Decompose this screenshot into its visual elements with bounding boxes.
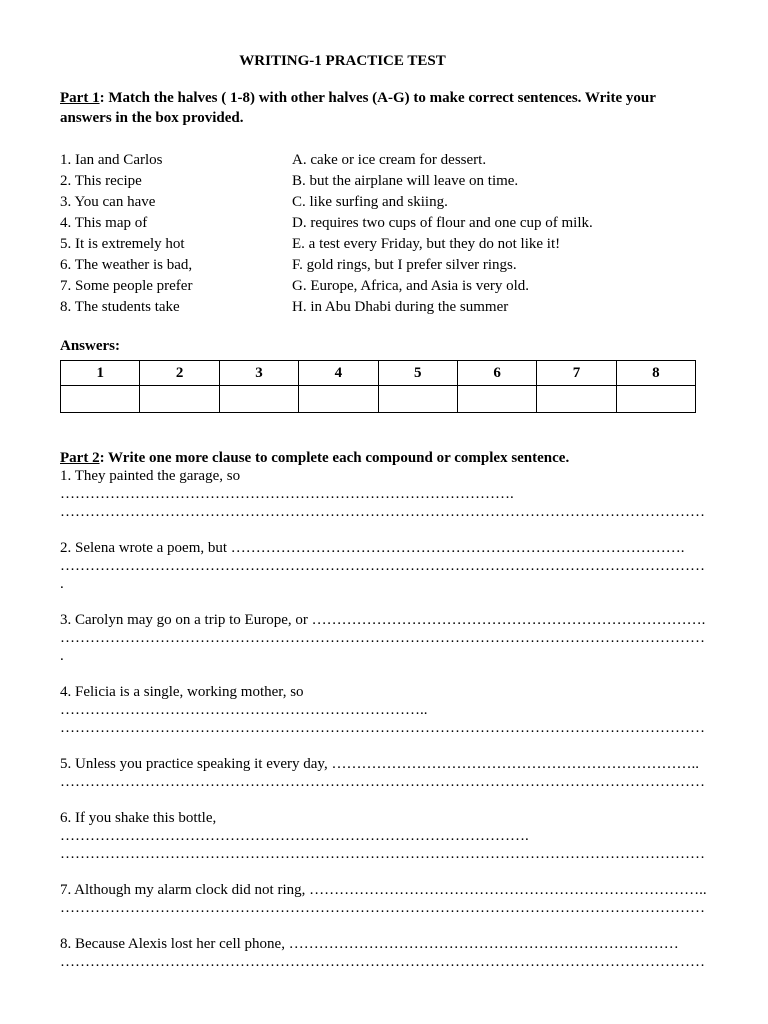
answer-line[interactable]: ………………………………………………………………………………………………………………… [60, 504, 705, 520]
answer-line[interactable]: ………………………………………………………………………………………………………………… [60, 774, 705, 790]
sentence-start: 2. This recipe [60, 173, 142, 189]
answer-header-cell: 6 [457, 361, 536, 386]
part2-instruction [60, 449, 720, 467]
match-row [60, 276, 700, 297]
answer-table [60, 360, 696, 413]
answer-line[interactable]: ………………………………………………………………………………………………………………… [60, 846, 705, 862]
answer-line[interactable]: …………………………………………………………………………………. [60, 828, 529, 844]
answer-input-cell[interactable] [616, 386, 695, 413]
sentence-prompt: 7. Although my alarm clock did not ring, …………………………………………………………………….. [60, 882, 707, 898]
answers-label: Answers: [60, 338, 120, 354]
sentence-end: C. like surfing and skiing. [292, 194, 448, 210]
answer-header-cell: 7 [537, 361, 616, 386]
sentence-end: G. Europe, Africa, and Asia is very old. [292, 278, 530, 294]
answer-header-cell: 2 [140, 361, 219, 386]
answer-input-cell[interactable] [299, 386, 378, 413]
sentence-item [60, 881, 720, 917]
sentence-end: F. gold rings, but I prefer silver rings. [292, 257, 517, 273]
sentence-prompt: 3. Carolyn may go on a trip to Europe, or ……………………………………………………………………. [60, 612, 706, 628]
sentence-prompt: 5. Unless you practice speaking it every day, ……………………………………………………………….. [60, 756, 699, 772]
match-row [60, 255, 700, 276]
answer-line[interactable]: ………………………………………………………………………………………………………………… [60, 720, 705, 736]
matching-list [60, 150, 700, 318]
part2-label: Part 2 [60, 450, 100, 466]
sentence-item [60, 467, 720, 521]
match-row [60, 234, 700, 255]
answer-line[interactable]: ………………………………………………………………………………………………………………… [60, 558, 705, 574]
part1-instruction-text: : Match the halves ( 1-8) with other halves (A-G) to make correct sentences. Write your answers in the box provided. [60, 90, 656, 126]
sentence-prompt: 1. They painted the garage, so [60, 468, 241, 484]
page-title: WRITING-1 PRACTICE TEST [239, 53, 446, 69]
answer-line[interactable]: ………………………………………………………………………………………………………………… [60, 954, 705, 970]
answer-input-cell[interactable] [219, 386, 298, 413]
answer-input-cell[interactable] [537, 386, 616, 413]
answer-header-cell: 3 [219, 361, 298, 386]
answer-input-cell[interactable] [457, 386, 536, 413]
part2-section [60, 449, 720, 971]
answer-header-cell: 5 [378, 361, 457, 386]
match-row [60, 192, 700, 213]
answer-line[interactable]: . [60, 576, 64, 592]
match-row [60, 297, 700, 318]
sentence-item [60, 611, 720, 665]
sentence-start: 1. Ian and Carlos [60, 152, 163, 168]
sentence-start: 3. You can have [60, 194, 156, 210]
sentence-start: 4. This map of [60, 215, 148, 231]
answer-line[interactable]: ………………………………………………………………………………. [60, 486, 514, 502]
sentence-item [60, 539, 720, 593]
sentence-prompt: 4. Felicia is a single, working mother, so [60, 684, 304, 700]
sentence-start: 7. Some people prefer [60, 278, 193, 294]
sentence-start: 5. It is extremely hot [60, 236, 185, 252]
sentence-item [60, 755, 720, 791]
answer-input-cell[interactable] [61, 386, 140, 413]
sentence-start: 8. The students take [60, 299, 180, 315]
part1-label: Part 1 [60, 90, 100, 106]
sentence-start: 6. The weather is bad, [60, 257, 193, 273]
sentence-end: E. a test every Friday, but they do not like it! [292, 236, 561, 252]
answer-line[interactable]: ……………………………………………………………….. [60, 702, 428, 718]
sentence-prompt: 2. Selena wrote a poem, but ………………………………………………………………………………. [60, 540, 685, 556]
sentence-end: H. in Abu Dhabi during the summer [292, 299, 509, 315]
match-row [60, 171, 700, 192]
sentence-item [60, 683, 720, 737]
answer-input-cell[interactable] [378, 386, 457, 413]
part1-instruction [60, 88, 705, 128]
sentence-item [60, 935, 720, 971]
answer-line[interactable]: . [60, 648, 64, 664]
answer-input-cell[interactable] [140, 386, 219, 413]
sentence-prompt: 8. Because Alexis lost her cell phone, …………………………………………………………………… [60, 936, 679, 952]
part2-instruction-text: : Write one more clause to complete each compound or complex sentence. [99, 450, 570, 466]
answer-header-cell: 8 [616, 361, 695, 386]
sentence-prompt: 6. If you shake this bottle, [60, 810, 217, 826]
sentence-end: B. but the airplane will leave on time. [292, 173, 519, 189]
answer-line[interactable]: ………………………………………………………………………………………………………………… [60, 630, 705, 646]
sentence-item [60, 809, 720, 863]
match-row [60, 213, 700, 234]
sentence-end: A. cake or ice cream for dessert. [292, 152, 487, 168]
answer-header-cell: 4 [299, 361, 378, 386]
sentence-end: D. requires two cups of flour and one cup of milk. [292, 215, 593, 231]
answer-header-cell: 1 [61, 361, 140, 386]
answer-line[interactable]: ………………………………………………………………………………………………………………… [60, 900, 705, 916]
match-row [60, 150, 700, 171]
